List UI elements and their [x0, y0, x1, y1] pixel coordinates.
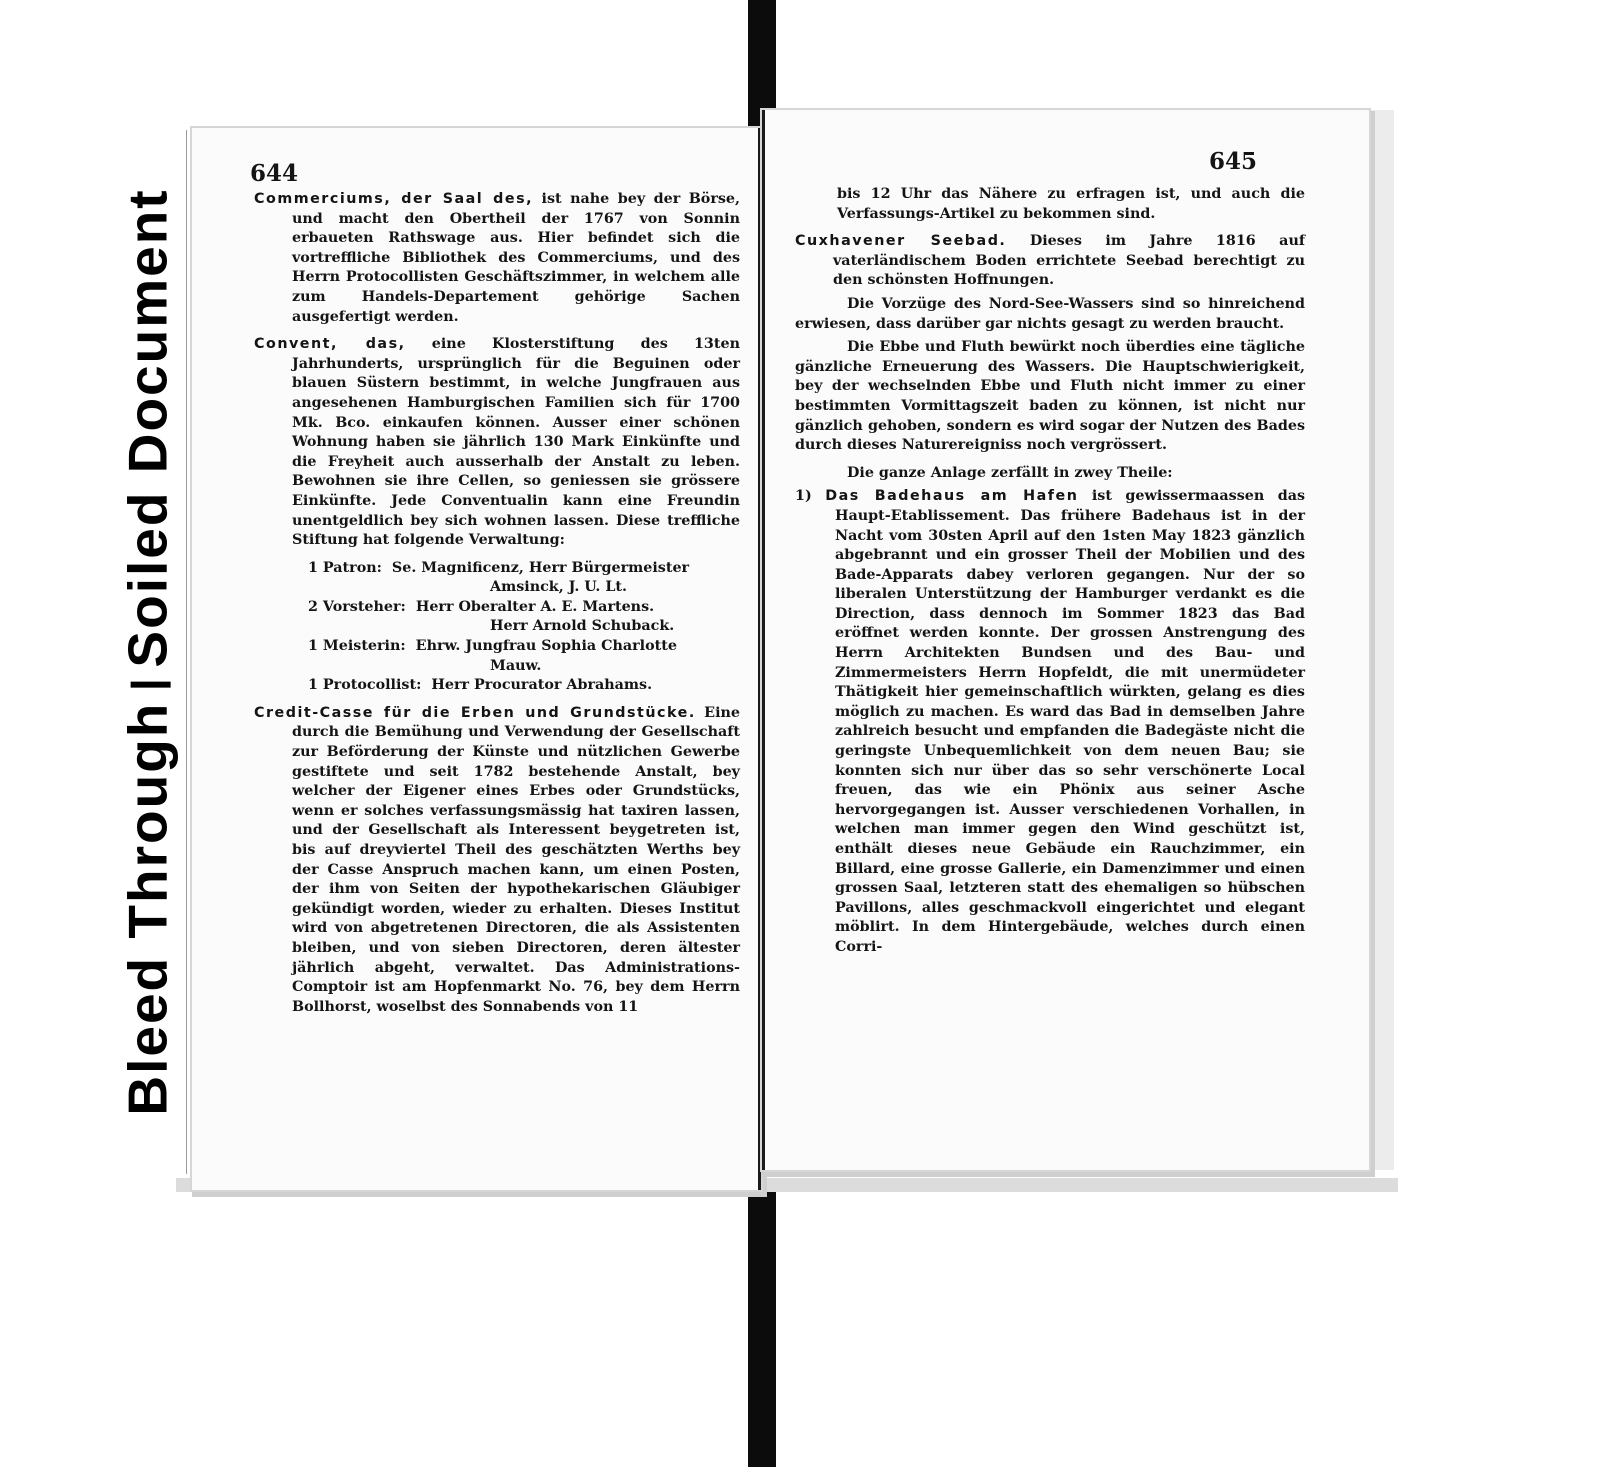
entry-credit-casse: [254, 704, 740, 1018]
paragraph: Die Ebbe und Fluth bewürkt noch überdies eine tägliche gänzliche Erneuerung des Wassers. Die Hauptschwierigkeit, bey der wechselnden Ebbe und Fluth nicht immer zu einer bestimmten Vormittagszeit baden zu können, ist nicht nur gänzlich gehoben, sondern es wird sogar der Nutzen des Bades durch dieses Naturereigniss noch vergrössert.: [795, 339, 1305, 454]
entry-head: Cuxhavener Seebad.: [795, 233, 1007, 250]
entry-body: eine Klosterstiftung des 13ten Jahrhunderts, ursprünglich für die Beguinen oder blauen Süstern bestimmt, in welche Jungfrauen aus angesehenen Hamburgischen Familien sich für 1700 Mk. Bco. einkaufen können. Ausser einer schönen Wohnung haben sie jährlich 130 Mark Einkünfte und die Freyheit auch ausserhalb der Anstalt zu leben. Bewohnen sie ihre Cellen, so geniessen sie grössere Einkünfte. Jede Conventualin kann eine Freundin unentgeldlich bey sich wohnen lassen. Diese treffliche Stiftung hat folgende Verwaltung:: [292, 336, 740, 549]
admin-meisterin: [308, 637, 740, 657]
entry-head: Commerciums, der Saal des,: [254, 191, 534, 207]
category-label: [116, 188, 180, 1115]
admin-role: 2 Vorsteher:: [308, 598, 406, 615]
admin-role: 1 Meisterin:: [308, 638, 406, 655]
list-item-badehaus: [795, 487, 1305, 957]
label-separator: [131, 682, 171, 688]
admin-vorsteher: [308, 598, 740, 618]
convent-administration: [254, 559, 740, 696]
label-bleed-through: Bleed Through: [117, 701, 180, 1116]
page-number-right: 645: [1208, 148, 1257, 175]
admin-protocollist: [308, 676, 740, 696]
entry-head: Das Badehaus am Hafen: [825, 488, 1079, 505]
item-number: 1): [795, 488, 812, 505]
label-soiled-document: Soiled Document: [117, 188, 180, 668]
admin-name: Se. Magnificenz, Herr Bürgermeister: [391, 559, 690, 576]
paragraph: Die ganze Anlage zerfällt in zwey Theile:: [847, 464, 1173, 481]
entry-body: Dieses im Jahre 1816 auf vaterländischem Boden errichtete Seebad berechtigt zu den schönsten Hoffnungen.: [833, 233, 1305, 289]
admin-name-continuation: Herr Arnold Schuback.: [490, 618, 675, 635]
left-page-text: [254, 190, 740, 1025]
book-spine-bottom: [748, 1178, 776, 1467]
entry-commerciums: [254, 190, 740, 327]
entry-convent: [254, 335, 740, 551]
admin-name: Ehrw. Jungfrau Sophia Charlotte: [415, 638, 677, 655]
right-page: [762, 110, 1369, 1170]
entry-body: ist nahe bey der Börse, und macht den Obertheil der 1767 von Sonnin erbaueten Rathswage aus. Hier befindet sich die vortreffliche Bibliothek des Commerciums, und des Herrn Protocollisten Geschäftszimmer, in welchem alle zum Handels-Departement gehörige Sachen ausgefertigt werden.: [292, 191, 740, 325]
paragraph: Die Vorzüge des Nord-See-Wassers sind so hinreichend erwiesen, dass darüber gar nichts gesagt zu werden braucht.: [795, 295, 1305, 332]
page-stack-right-edge: [1366, 110, 1394, 1170]
admin-patron: [308, 559, 740, 579]
category-label-strip: [110, 130, 187, 1174]
entry-body: ist gewissermaassen das Haupt-Etablissement. Das frühere Badehaus ist in der Nacht vom 30sten April auf den 1sten May 1823 gänzlich abgebrannt und ein grosser Theil der Mobilien und des Bade-Apparats dabey verloren gegangen. Nur der so liberalen Unterstützung der Hamburger verdankt es die Direction, dass dennoch im Sommer 1823 das Bad eröffnet werden konnte. Der grossen Anstrengung des Herrn Architekten Bundsen und des Bau- und Zimmermeisters Herrn Hopfeldt, die mit unermüdeter Thätigkeit hier gemeinschaftlich würkten, gelang es dies möglich zu machen. Es ward das Bad in demselben Jahre zahlreich besucht und empfanden die Badegäste nicht die geringste Unbequemlichkeit von dem neuen Bau; sie konnten sich nur über das so sehr verschönerte Local freuen, das wie ein Phönix aus seiner Asche hervorgegangen ist. Ausser verschiedenen Vorhallen, in welchen man immer gegen den Wind geschützt ist, enthält dieses neue Gebäude ein Rauchzimmer, ein Billard, eine grosse Gallerie, ein Damenzimmer und einen grossen Saal, letzteren statt des ehemaligen so hübschen Pavillons, alles geschmackvoll eingerichtet und elegant möblirt. In dem Hintergebäude, welches durch einen Corri-: [835, 488, 1306, 955]
admin-name: Herr Oberalter A. E. Martens.: [415, 598, 655, 615]
admin-role: 1 Patron:: [308, 559, 382, 576]
page-number-left: 644: [250, 160, 299, 187]
admin-name: Herr Procurator Abrahams.: [431, 677, 653, 694]
entry-body: Eine durch die Bemühung und Verwendung der Gesellschaft zur Beförderung der Künste und nützlichen Gewerbe gestiftete und seit 1782 bestehende Anstalt, bey welcher der Eigener eines Erbes oder Grundstücks, wenn er solches verfassungsmässig hat taxiren lassen, und der Gesellschaft als Interessent beygetreten ist, bis auf dreyviertel Theil des geschätzten Werths bey der Casse Anspruch machen kann, um einen Posten, der ihm von Seiten der hypothekarischen Gläubiger gekündigt worden, wieder zu erhalten. Dieses Institut wird von abgetretenen Directoren, die als Assistenten bleiben, und von sieben Directoren, deren ältester jährlich abgeht, verwaltet. Das Administrations-Comptoir ist am Hopfenmarkt No. 76, bey dem Herrn Bollhorst, woselbst des Sonnabends von 11: [292, 704, 740, 1015]
entry-cuxhavener-seebad: [795, 232, 1305, 291]
entry-head: Convent, das,: [254, 336, 406, 353]
entry-head: Credit-Casse für die Erben und Grundstücke.: [254, 704, 696, 721]
right-page-text: [795, 185, 1305, 966]
admin-role: 1 Protocollist:: [308, 677, 422, 694]
admin-name-continuation: Amsinck, J. U. Lt.: [490, 579, 628, 596]
admin-name-continuation: Mauw.: [490, 657, 542, 674]
continuation-text: bis 12 Uhr das Nähere zu erfragen ist, und auch die Verfassungs-Artikel zu bekommen sind.: [837, 186, 1305, 222]
left-page: [192, 128, 761, 1190]
